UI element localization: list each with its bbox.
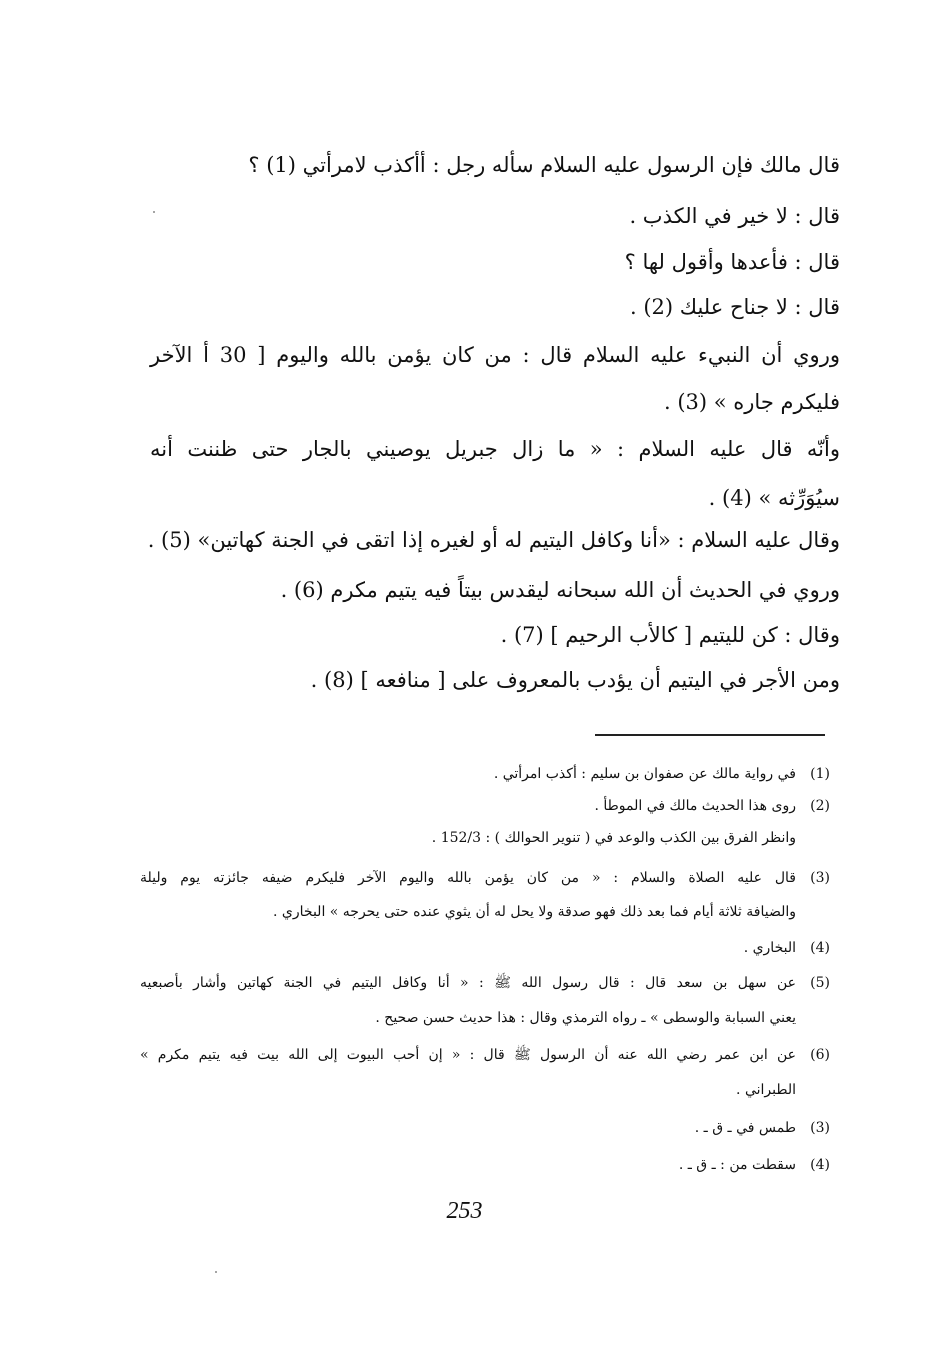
text-line: وروي في الحديث أن الله سبحانه ليقدس بيتاً فيه يتيم مكرم (6) . xyxy=(280,578,840,602)
text-line: وقال عليه السلام : «أنا وكافل اليتيم له أو لغيره إذا اتقى في الجنة كهاتين» (5) . xyxy=(147,528,840,552)
text-line: سيُوَرِّثه » (4) . xyxy=(708,486,840,510)
text-line: قال : فأعدها وأقول لها ؟ xyxy=(624,250,840,274)
page-number: 253 xyxy=(446,1198,483,1224)
footnote-line: (4)البخاري . xyxy=(743,940,830,956)
footnote-separator xyxy=(595,734,825,736)
footnote-line: (1)في رواية مالك عن صفوان بن سليم : أكذب امرأتي . xyxy=(493,766,830,782)
footnote-line: وانظر الفرق بين الكذب والوعد في ( تنوير الحوالك ) : 152/3 . xyxy=(431,830,796,846)
footnote-line: يعني السبابة والوسطى » ـ رواه الترمذي وقال : هذا حديث حسن صحيح . xyxy=(375,1010,796,1026)
text-line: فليكرم جاره » (3) . xyxy=(663,390,840,414)
footnote-number: (4) xyxy=(810,1157,830,1173)
footnote-number: (1) xyxy=(810,766,830,782)
text-line: ومن الأجر في اليتيم أن يؤدب بالمعروف على [ منافعه ] (8) . xyxy=(310,668,840,692)
footnote-number: (6) xyxy=(810,1047,830,1063)
footnote-line: (3)قال عليه الصلاة والسلام : « من كان يؤمن بالله واليوم الآخر فليكرم ضيفه جائزته يوم وليلة xyxy=(140,870,830,886)
footnote-number: (3) xyxy=(810,1120,830,1136)
text-line: قال : لا خير في الكذب . xyxy=(629,204,840,228)
footnote-line: الطبراني . xyxy=(736,1082,796,1098)
footnote-line: والضيافة ثلاثة أيام فما بعد ذلك فهو صدقة ولا يحل له أن يثوي عنده حتى يحرجه » البخاري . xyxy=(273,904,796,920)
text-line: وقال : كن لليتيم [ كالأب الرحيم ] (7) . xyxy=(500,623,840,647)
text-line: قال : لا جناح عليك (2) . xyxy=(629,295,840,319)
footnote-line: (5)عن سهل بن سعد قال : قال رسول الله ﷺ : « أنا وكافل اليتيم في الجنة كهاتين وأشار بأصبعيه xyxy=(140,975,830,991)
scan-speck xyxy=(153,211,155,213)
footnote-number: (3) xyxy=(810,870,830,886)
footnote-number: (2) xyxy=(810,798,830,814)
footnote-line: (6)عن ابن عمر رضي الله عنه أن الرسول ﷺ قال : « إن أحب البيوت إلى الله بيت فيه يتيم مكرم » xyxy=(140,1047,830,1063)
text-line: وروي أن النبيء عليه السلام قال : من كان يؤمن بالله واليوم [ 30 أ الآخر xyxy=(150,343,840,367)
scan-speck xyxy=(215,1271,217,1273)
footnote-number: (5) xyxy=(810,975,830,991)
text-line: وأنّه قال عليه السلام : « ما زال جبريل يوصيني بالجار حتى ظننت أنه xyxy=(150,437,840,461)
footnote-line: (2)روى هذا الحديث مالك في الموطأ . xyxy=(594,798,830,814)
text-line: قال مالك فإن الرسول عليه السلام سأله رجل : أأكذب لامرأتي (1) ؟ xyxy=(248,153,840,177)
footnote-number: (4) xyxy=(810,940,830,956)
footnote-line: (4)سقطت من : ـ ق ـ . xyxy=(678,1157,830,1173)
footnote-line: (3)طمس في ـ ق ـ . xyxy=(694,1120,830,1136)
